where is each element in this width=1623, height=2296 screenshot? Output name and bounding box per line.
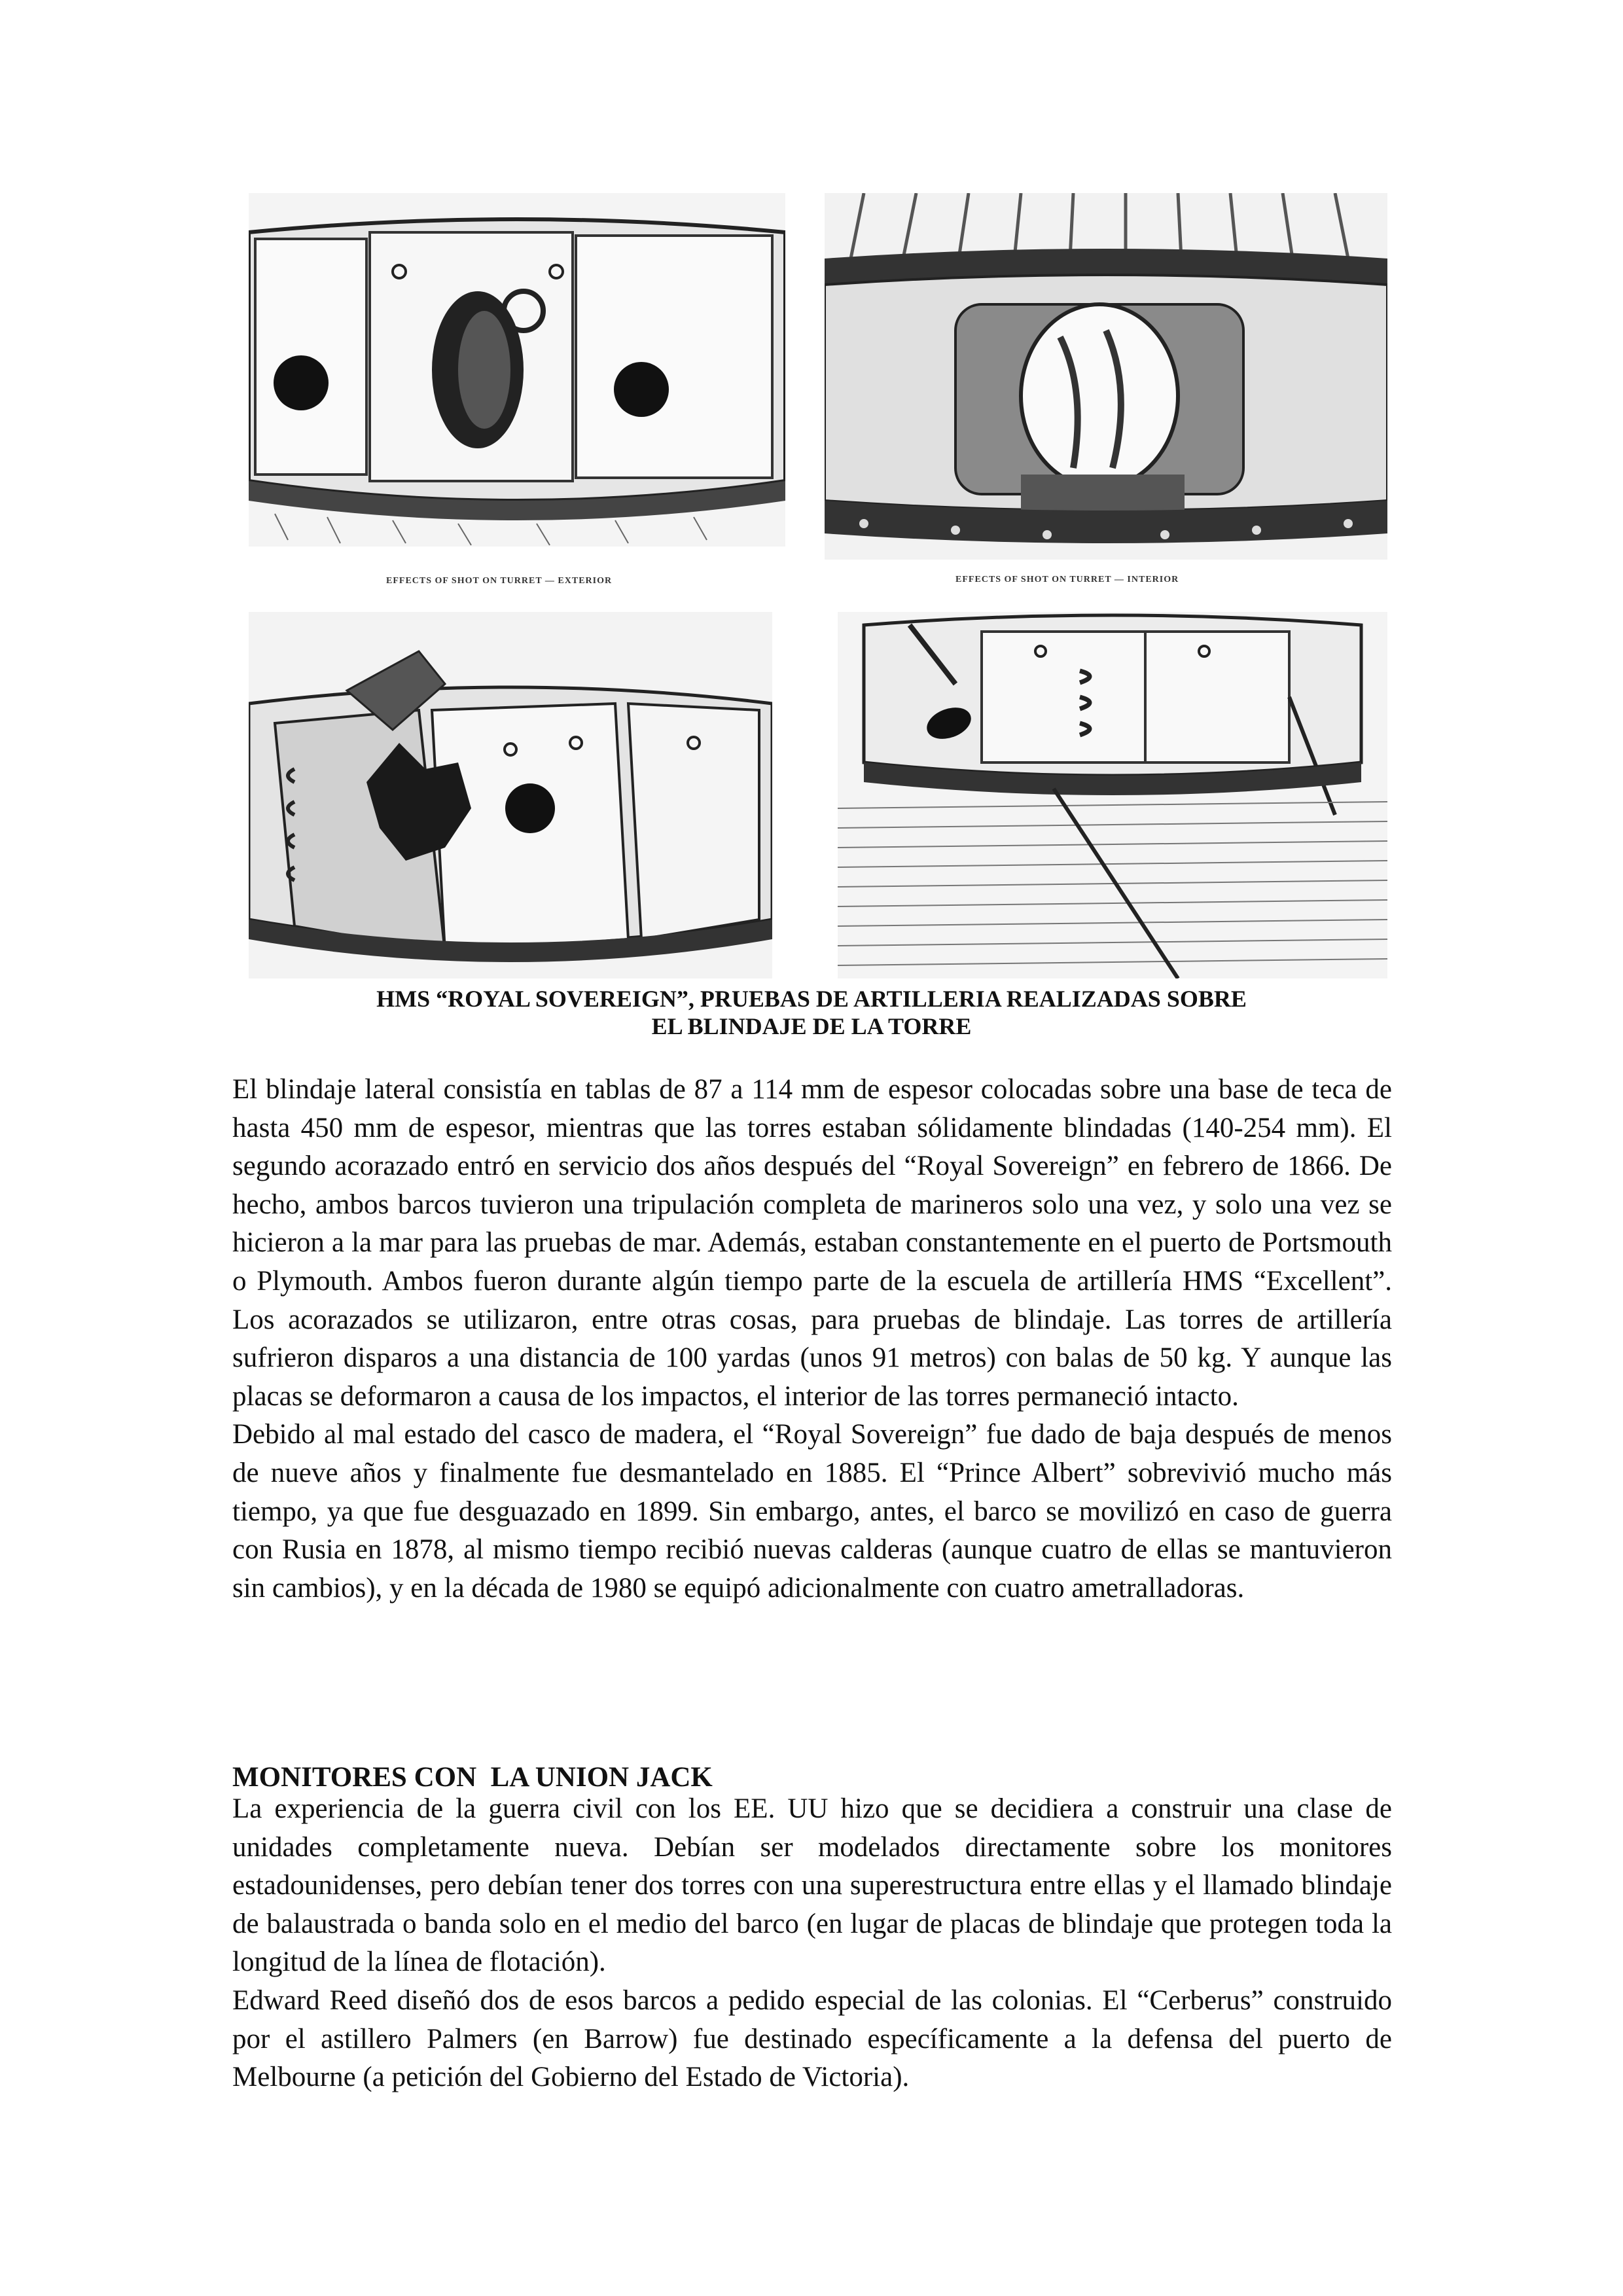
engraving-turret-exterior-front [249, 193, 785, 547]
body-text-bottom [232, 1790, 1392, 2097]
figure-caption-line-1: HMS “ROYAL SOVEREIGN”, PRUEBAS DE ARTILLERIA REALIZADAS SOBRE [376, 986, 1247, 1012]
body-text-top [232, 1071, 1392, 1607]
paragraph-armor-description: El blindaje lateral consistía en tablas de 87 a 114 mm de espesor colocadas sobre una base de teca de hasta 450 mm de espesor, mientras que las torres estaban sólidamente blindadas (140-254 mm). El segundo acorazado entró en servicio dos años después del “Royal Sovereign” en febrero de 1866. De hecho, ambos barcos tuvieron una tripulación completa de marineros solo una vez, y solo una vez se hicieron a la mar para las pruebas de mar. Además, estaban constantemente en el puerto de Portsmouth o Plymouth. Ambos fueron durante algún tiempo parte de la escuela de artillería HMS “Excellent”. Los acorazados se utilizaron, entre otras cosas, para pruebas de blindaje. Las torres de artillería sufrieron disparos a una distancia de 100 yardas (unos 91 metros) con balas de 50 kg. Y aunque las placas se deformaron a causa de los impactos, el interior de las torres permaneció intacto. [232, 1074, 1392, 1412]
section-heading: MONITORES CON LA UNION JACK [232, 1762, 713, 1793]
plate-caption-top-right: EFFECTS OF SHOT ON TURRET — INTERIOR [955, 575, 1179, 584]
turret-trials-figure [249, 193, 1387, 978]
paragraph-decommissioning: Debido al mal estado del casco de madera, el “Royal Sovereign” fue dado de baja después de menos de nueve años y finalmente fue desmantelado en 1885. El “Prince Albert” sobrevivió mucho más tiempo, ya que fue desguazado en 1899. Sin embargo, antes, el barco se movilizó en caso de guerra con Rusia en 1878, al mismo tiempo recibió nuevas calderas (aunque cuatro de ellas se mantuvieron sin cambios), y en la década de 1980 se equipó adicionalmente con cuatro ametralladoras. [232, 1419, 1392, 1604]
engraving-turret-on-deck [838, 612, 1387, 978]
plate-caption-top-left: EFFECTS OF SHOT ON TURRET — EXTERIOR [386, 576, 613, 586]
paragraph-reed-designs: Edward Reed diseñó dos de esos barcos a pedido especial de las colonias. El “Cerberus” construido por el astillero Palmers (en Barrow) fue destinado específicamente a la defensa del puerto de Melbourne (a petición del Gobierno del Estado de Victoria). [232, 1984, 1392, 2093]
figure-caption [216, 985, 1407, 1040]
engraving-turret-interior [825, 193, 1387, 560]
engraving-turret-damaged-plating [249, 612, 772, 978]
paragraph-new-class: La experiencia de la guerra civil con los EE. UU hizo que se decidiera a construir una clase de unidades completamente nueva. Debían ser modelados directamente sobre los monitores estadounidenses, pero debían tener dos torres con una superestructura entre ellas y el llamado blindaje de balaustrada o banda solo en el medio del barco (en lugar de placas de blindaje que protegen toda la longitud de la línea de flotación). [232, 1793, 1392, 1978]
figure-caption-line-2: EL BLINDAJE DE LA TORRE [651, 1013, 972, 1039]
